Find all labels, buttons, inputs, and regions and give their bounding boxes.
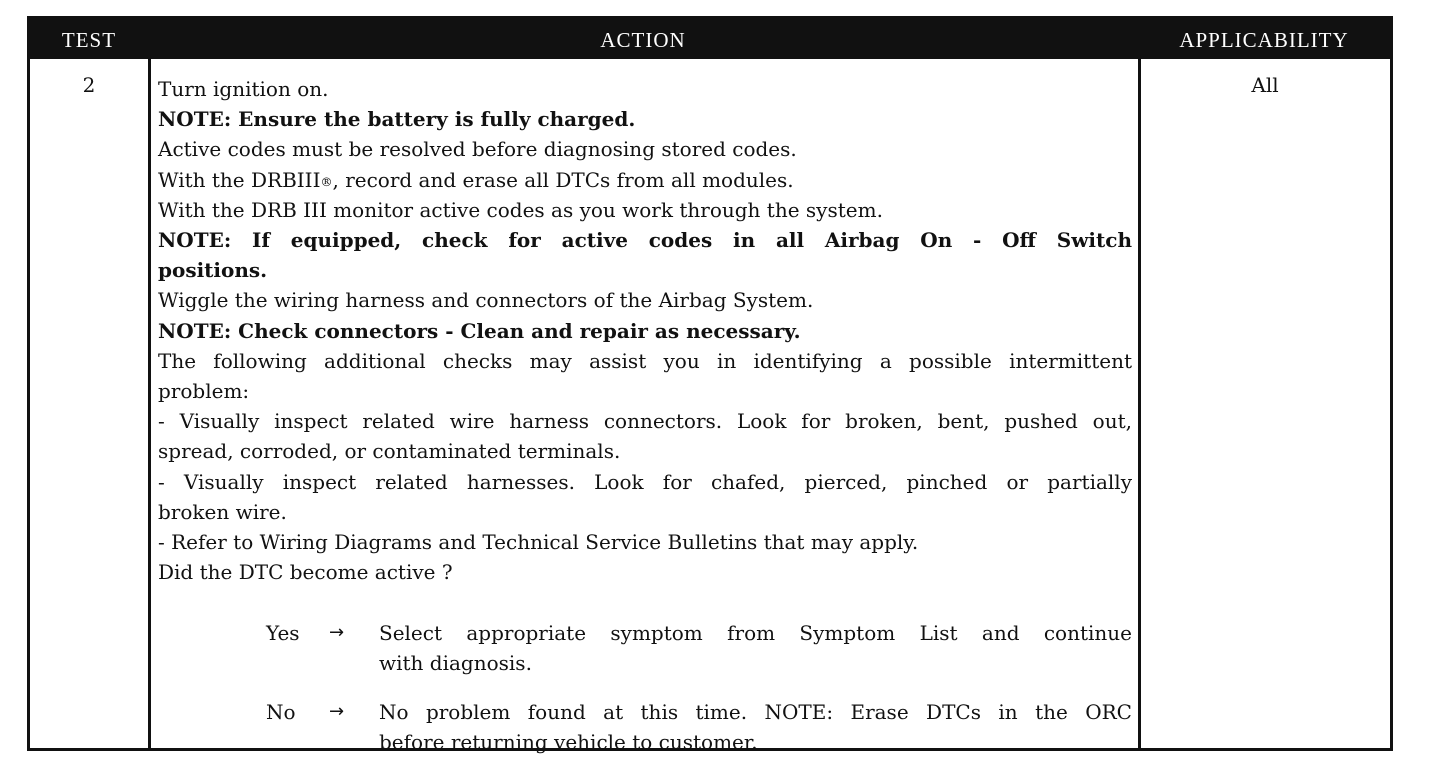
- action-line: - Refer to Wiring Diagrams and Technical Service Bulletins that may apply.: [158, 530, 919, 555]
- outcome-line: with diagnosis.: [379, 651, 532, 675]
- outcome-label: No: [266, 700, 296, 724]
- outcome-line: No problem found at this time. NOTE: Erase DTCs in the ORC: [379, 700, 1132, 724]
- action-line: The following additional checks may assist you in identifying a possible intermittent: [158, 348, 1132, 373]
- action-line: spread, corroded, or contaminated terminals.: [158, 439, 621, 464]
- header-applicability: APPLICABILITY: [1179, 28, 1349, 52]
- diagnostic-test-table: [27, 16, 1393, 754]
- action-line: With the DRB III monitor active codes as you work through the system.: [158, 197, 883, 222]
- right-arrow-icon: →: [329, 701, 345, 722]
- action-line: Wiggle the wiring harness and connectors of the Airbag System.: [158, 288, 814, 313]
- outcome-label: Yes: [266, 621, 300, 645]
- test-number: 2: [82, 73, 96, 97]
- action-line: Active codes must be resolved before diagnosing stored codes.: [158, 137, 797, 162]
- action-line: problem:: [158, 379, 250, 404]
- action-text-part: With the DRBIII: [158, 167, 321, 192]
- note-line: NOTE: If equipped, check for active codes in all Airbag On - Off Switch: [158, 228, 1132, 253]
- action-text: [158, 74, 1132, 587]
- action-line: - Visually inspect related harnesses. Look for chafed, pierced, pinched or partially: [158, 469, 1132, 494]
- action-line: broken wire.: [158, 499, 287, 524]
- action-text-part: , record and erase all DTCs from all modules.: [332, 167, 794, 192]
- column-divider: [1138, 59, 1141, 748]
- action-line: [158, 165, 1132, 195]
- note-line: NOTE: Check connectors - Clean and repair as necessary.: [158, 318, 801, 343]
- note-line: positions.: [158, 258, 268, 283]
- action-line: Did the DTC become active ?: [158, 560, 453, 585]
- header-test: TEST: [61, 28, 117, 52]
- registered-mark: ®: [320, 174, 333, 189]
- action-line: - Visually inspect related wire harness connectors. Look for broken, bent, pushed out,: [158, 409, 1132, 434]
- outcome-line: before returning vehicle to customer.: [379, 730, 758, 754]
- right-arrow-icon: →: [329, 622, 345, 643]
- note-line: NOTE: Ensure the battery is fully charged.: [158, 107, 636, 132]
- outcome-line: Select appropriate symptom from Symptom List and continue: [379, 621, 1132, 645]
- outcome-text: [379, 618, 1132, 678]
- header-action: ACTION: [600, 28, 686, 52]
- action-line: Turn ignition on.: [158, 77, 329, 101]
- applicability-value: All: [1251, 73, 1279, 97]
- table-header-row: [30, 19, 1390, 59]
- outcome-text: [379, 697, 1132, 757]
- column-divider: [148, 59, 151, 748]
